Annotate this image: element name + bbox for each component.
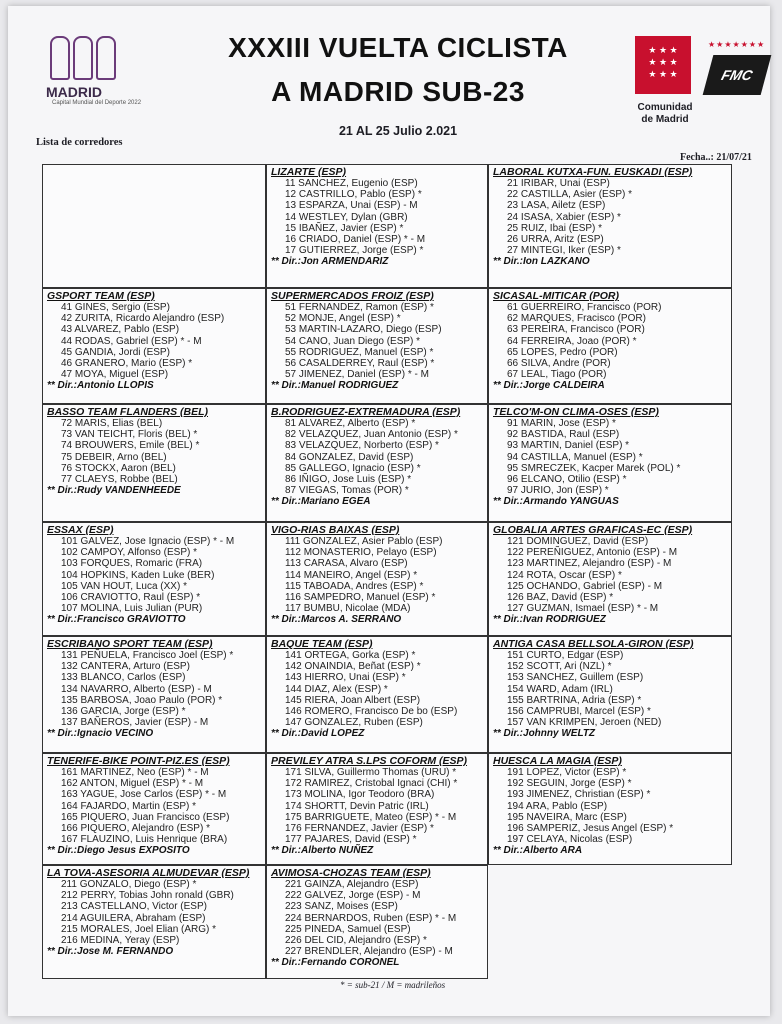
rider-entry: 61 GUERREIRO, Francisco (POR) [507,302,662,313]
rider-entry: 22 CASTILLA, Asier (ESP) * [507,189,633,201]
rider-entry: 173 MOLINA, Igor Teodoro (BRA) [285,789,435,801]
rider-entry: 221 GAINZA, Alejandro (ESP) [285,879,419,890]
rider-entry: 123 MARTINEZ, Alejandro (ESP) - M [507,558,672,570]
team-box [42,753,266,865]
rider-entry: 76 STOCKX, Aaron (BEL) [61,462,176,474]
rider-entry: 86 IÑIGO, Jose Luis (ESP) * [285,474,412,486]
rider-entry: 197 CELAYA, Nicolas (ESP) [507,834,633,846]
rider-entry: 114 MANEIRO, Angel (ESP) * [285,569,418,581]
rider-entry: 125 OCHANDO, Gabriel (ESP) - M [507,580,663,592]
rider-entry: 96 ELCANO, Otilio (ESP) * [507,474,627,486]
madrid-logo [42,36,152,126]
rider-entry: 137 BAÑEROS, Javier (ESP) - M [61,717,209,729]
team-box [266,753,488,865]
team-name: LA TOVA-ASESORIA ALMUDEVAR (ESP) [47,867,250,879]
team-director: ** Dir.:Jorge CALDEIRA [493,380,605,392]
rider-entry: 144 DIAZ, Alex (ESP) * [285,683,388,695]
team-director: ** Dir.:David LOPEZ [271,728,365,740]
rider-entry: 102 CAMPOY, Alfonso (ESP) * [61,547,197,559]
rider-entry: 81 ALVAREZ, Alberto (ESP) * [285,418,416,429]
rider-entry: 121 DOMINGUEZ, David (ESP) [507,536,649,547]
stars-flag-icon: ★ ★ ★ ★ ★ ★ ★ ★ ★ [635,36,691,94]
rider-entry: 17 GUTIERREZ, Jorge (ESP) * [285,245,424,257]
rider-entry: 44 RODAS, Gabriel (ESP) * - M [61,335,202,347]
rider-entry: 75 DEBEIR, Arno (BEL) [61,451,167,463]
comunidad-madrid-logo [625,36,705,136]
rider-entry: 12 CASTRILLO, Pablo (ESP) * [285,189,422,201]
rider-entry: 92 BASTIDA, Raul (ESP) [507,429,620,441]
rider-entry: 95 SMRECZEK, Kacper Marek (POL) * [507,462,681,474]
team-box [266,865,488,979]
team-name: GSPORT TEAM (ESP) [47,290,155,302]
rider-entry: 165 PIQUERO, Juan Francisco (ESP) [61,811,230,823]
figure-icon [50,36,70,80]
rider-entry: 212 PERRY, Tobias John ronald (GBR) [61,890,234,902]
team-box [488,164,732,288]
rider-entry: 77 CLAEYS, Robbe (BEL) [61,474,178,486]
rider-entry: 222 GALVEZ, Jorge (ESP) - M [285,890,421,902]
rider-entry: 143 HIERRO, Unai (ESP) * [285,672,406,684]
fmc-logo-text: FMC [703,55,772,95]
team-director: ** Dir.:Mariano EGEA [271,496,371,508]
team-box [42,522,266,636]
rider-entry: 53 MARTIN-LAZARO, Diego (ESP) [285,324,442,336]
cm-logo-line1: Comunidad [637,102,693,113]
rider-entry: 42 ZURITA, Ricardo Alejandro (ESP) [61,313,225,325]
team-director: ** Dir.:Armando YANGUAS [493,496,619,508]
rider-entry: 133 BLANCO, Carlos (ESP) [61,672,186,684]
team-director: ** Dir.:Diego Jesus EXPOSITO [47,845,190,857]
stars-icon: ★★★★★★★ [708,40,766,49]
rider-entry: 72 MARIS, Elias (BEL) [61,418,163,429]
team-director: ** Dir.:Ignacio VECINO [47,728,154,740]
rider-entry: 154 WARD, Adam (IRL) [507,683,613,695]
rider-entry: 74 BROUWERS, Emile (BEL) * [61,440,200,452]
team-name: VIGO-RIAS BAIXAS (ESP) [271,524,400,536]
rider-entry: 174 SHORTT, Devin Patric (IRL) [285,800,429,812]
rider-entry: 103 FORQUES, Romaric (FRA) [61,558,203,570]
team-name: BASSO TEAM FLANDERS (BEL) [47,406,208,418]
rider-entry: 224 BERNARDOS, Ruben (ESP) * - M [285,912,457,924]
team-director: ** Dir.:Johnny WELTZ [493,728,596,740]
figure-icon [96,36,116,80]
rider-entry: 215 MORALES, Joel Elian (ARG) * [61,923,217,935]
team-box [42,404,266,522]
team-name: SUPERMERCADOS FROIZ (ESP) [271,290,434,302]
rider-entry: 192 SEGUIN, Jorge (ESP) * [507,778,632,790]
rider-entry: 145 RIERA, Joan Albert (ESP) [285,694,421,706]
team-name: ESSAX (ESP) [47,524,114,536]
title-line-2: A MADRID SUB-23 [271,76,525,107]
team-grid [42,164,732,979]
team-box [488,636,732,753]
rider-entry: 115 TABOADA, Andres (ESP) * [285,580,424,592]
rider-entry: 225 PINEDA, Samuel (ESP) [285,923,411,935]
rider-entry: 93 MARTIN, Daniel (ESP) * [507,440,630,452]
team-box [488,753,732,865]
rider-entry: 142 ONAINDIA, Beñat (ESP) * [285,661,421,673]
rider-entry: 45 GANDIA, Jordi (ESP) [61,346,170,358]
team-director: ** Dir.:Alberto NUÑEZ [271,845,374,857]
rider-entry: 141 ORTEGA, Gorka (ESP) * [285,650,416,661]
team-name: HUESCA LA MAGIA (ESP) [493,755,622,767]
team-name: B.RODRIGUEZ-EXTREMADURA (ESP) [271,406,461,418]
figure-icon [73,36,93,80]
team-director: ** Dir.:Antonio LLOPIS [47,380,154,392]
team-name: GLOBALIA ARTES GRAFICAS-EC (ESP) [493,524,693,536]
team-director: ** Dir.:Francisco GRAVIOTTO [47,614,186,626]
team-director: ** Dir.:Ion LAZKANO [493,256,590,268]
rider-entry: 51 FERNANDEZ, Ramon (ESP) * [285,302,434,313]
cm-logo-line2: de Madrid [641,114,689,125]
rider-entry: 46 GRANERO, Mario (ESP) * [61,358,193,370]
rider-entry: 213 CASTELLANO, Victor (ESP) [61,901,207,913]
rider-entry: 151 CURTO, Edgar (ESP) [507,650,624,661]
rider-entry: 147 GONZALEZ, Ruben (ESP) [285,717,423,729]
rider-entry: 67 LEAL, Tiago (POR) [507,369,607,381]
rider-entry: 83 VELAZQUEZ, Norberto (ESP) * [285,440,439,452]
rider-entry: 131 PEÑUELA, Francisco Joel (ESP) * [61,650,234,661]
rider-entry: 57 JIMENEZ, Daniel (ESP) * - M [285,369,429,381]
rider-entry: 87 VIEGAS, Tomas (POR) * [285,485,409,497]
rider-entry: 63 PEREIRA, Francisco (POR) [507,324,645,336]
footnote: * = sub-21 / M = madrileños [340,980,446,990]
rider-entry: 127 GUZMAN, Ismael (ESP) * - M [507,603,659,615]
team-box [266,288,488,404]
rider-entry: 124 ROTA, Oscar (ESP) * [507,569,622,581]
rider-entry: 16 CRIADO, Daniel (ESP) * - M [285,234,426,246]
rider-entry: 25 RUIZ, Ibai (ESP) * [507,222,603,234]
rider-entry: 146 ROMERO, Francisco De bo (ESP) [285,706,458,718]
rider-entry: 162 ANTON, Miguel (ESP) * - M [61,778,204,790]
rider-entry: 101 GALVEZ, Jose Ignacio (ESP) * - M [61,536,235,547]
rider-entry: 55 RODRIGUEZ, Manuel (ESP) * [285,346,434,358]
team-director: ** Dir.:Ivan RODRIGUEZ [493,614,606,626]
rider-entry: 56 CASALDERREY, Raul (ESP) * [285,358,435,370]
rider-entry: 122 PEREÑIGUEZ, Antonio (ESP) - M [507,547,678,559]
rider-entry: 85 GALLEGO, Ignacio (ESP) * [285,462,421,474]
team-director: ** Dir.:Fernando CORONEL [271,957,400,969]
rider-entry: 126 BAZ, David (ESP) * [507,592,614,604]
rider-entry: 13 ESPARZA, Unai (ESP) - M [285,200,418,212]
team-box [266,522,488,636]
rider-entry: 111 GONZALEZ, Asier Pablo (ESP) [285,536,443,547]
team-box [42,164,266,288]
list-label: Lista de corredores [36,137,123,148]
team-name: TELCO'M-ON CLIMA-OSES (ESP) [493,406,659,418]
team-name: BAQUE TEAM (ESP) [271,638,373,650]
rider-entry: 195 NAVEIRA, Marc (ESP) [507,811,627,823]
team-box [488,288,732,404]
rider-entry: 116 SAMPEDRO, Manuel (ESP) * [285,592,436,604]
rider-entry: 167 FLAUZINO, Luis Henrique (BRA) [61,834,228,846]
team-box [266,404,488,522]
team-box [42,636,266,753]
rider-entry: 24 ISASA, Xabier (ESP) * [507,211,621,223]
fmc-logo [708,40,778,130]
team-director: ** Dir.:Jon ARMENDARIZ [271,256,389,268]
rider-entry: 14 WESTLEY, Dylan (GBR) [285,211,408,223]
rider-entry: 27 MINTEGI, Iker (ESP) * [507,245,621,257]
rider-entry: 91 MARIN, Jose (ESP) * [507,418,616,429]
madrid-logo-subtext: Capital Mundial del Deporte 2022 [52,100,142,106]
team-name: SICASAL-MITICAR (POR) [493,290,619,302]
team-name: ANTIGA CASA BELLSOLA-GIRON (ESP) [493,638,694,650]
rider-entry: 161 MARTINEZ, Neo (ESP) * - M [61,767,209,778]
rider-entry: 11 SANCHEZ, Eugenio (ESP) [285,178,418,189]
rider-entry: 163 YAGUE, Jose Carlos (ESP) * - M [61,789,227,801]
rider-entry: 214 AGUILERA, Abraham (ESP) [61,912,206,924]
rider-entry: 113 CARASA, Alvaro (ESP) [285,558,408,570]
rider-entry: 196 SAMPERIZ, Jesus Angel (ESP) * [507,823,674,835]
team-name: LIZARTE (ESP) [271,166,347,178]
title-line-1: XXXIII VUELTA CICLISTA [228,32,568,63]
rider-entry: 155 BARTRINA, Adria (ESP) * [507,694,642,706]
team-name: LABORAL KUTXA-FUN. EUSKADI (ESP) [493,166,693,178]
rider-entry: 64 FERREIRA, Joao (POR) * [507,335,637,347]
rider-entry: 104 HOPKINS, Kaden Luke (BER) [61,569,215,581]
team-box [42,865,266,979]
rider-entry: 177 PAJARES, David (ESP) * [285,834,417,846]
rider-entry: 65 LOPES, Pedro (POR) [507,346,618,358]
list-date: Fecha..: 21/07/21 [680,152,752,163]
rider-entry: 84 GONZALEZ, David (ESP) [285,451,414,463]
rider-entry: 47 MOYA, Miguel (ESP) [61,369,169,381]
madrid-logo-text: MADRID [46,84,102,100]
rider-entry: 172 RAMIREZ, Cristobal Ignaci (CHI) * [285,778,458,790]
team-director: ** Dir.:Rudy VANDENHEEDE [47,485,181,497]
rider-entry: 41 GINES, Sergio (ESP) [61,302,170,313]
team-name: TENERIFE-BIKE POINT-PIZ.ES (ESP) [47,755,230,767]
rider-entry: 97 JURIO, Jon (ESP) * [507,485,609,497]
rider-entry: 135 BARBOSA, Joao Paulo (POR) * [61,694,223,706]
rider-entry: 82 VELAZQUEZ, Juan Antonio (ESP) * [285,429,458,441]
race-dates: 21 AL 25 Julio 2.021 [338,124,458,138]
team-director: ** Dir.:Marcos A. SERRANO [271,614,402,626]
rider-entry: 191 LOPEZ, Victor (ESP) * [507,767,627,778]
rider-entry: 73 VAN TEICHT, Floris (BEL) * [61,429,198,441]
team-name: ESCRIBANO SPORT TEAM (ESP) [47,638,213,650]
rider-entry: 153 SANCHEZ, Guillem (ESP) [507,672,644,684]
rider-entry: 211 GONZALO, Diego (ESP) * [61,879,197,890]
rider-entry: 175 BARRIGUETE, Mateo (ESP) * - M [285,811,457,823]
rider-entry: 157 VAN KRIMPEN, Jeroen (NED) [507,717,662,729]
rider-entry: 15 IBAÑEZ, Javier (ESP) * [285,222,404,234]
rider-entry: 226 DEL CID, Alejandro (ESP) * [285,935,427,947]
team-director: ** Dir.:Alberto ARA [493,845,583,857]
rider-entry: 112 MONASTERIO, Pelayo (ESP) [285,547,437,559]
team-box [42,288,266,404]
team-name: PREVILEY ATRA S.LPS COFORM (ESP) [271,755,468,767]
rider-entry: 21 IRIBAR, Unai (ESP) [507,178,610,189]
rider-entry: 117 BUMBU, Nicolae (MDA) [285,603,411,615]
team-box [488,404,732,522]
rider-entry: 166 PIQUERO, Alejandro (ESP) * [61,823,210,835]
rider-entry: 152 SCOTT, Ari (NZL) * [507,661,612,673]
rider-entry: 223 SANZ, Moises (ESP) [285,901,398,913]
rider-entry: 193 JIMENEZ, Christian (ESP) * [507,789,651,801]
team-name: AVIMOSA-CHOZAS TEAM (ESP) [271,867,431,879]
rider-entry: 105 VAN HOUT, Luca (XX) * [61,580,187,592]
team-box [488,522,732,636]
rider-entry: 216 MEDINA, Yeray (ESP) [61,935,180,947]
rider-entry: 62 MARQUES, Fracisco (POR) [507,313,646,325]
rider-entry: 194 ARA, Pablo (ESP) [507,800,608,812]
team-box [266,164,488,288]
rider-entry: 107 MOLINA, Luis Julian (PUR) [61,603,203,615]
rider-entry: 227 BRENDLER, Alejandro (ESP) - M [285,946,453,958]
rider-entry: 94 CASTILLA, Manuel (ESP) * [507,451,643,463]
rider-entry: 43 ALVAREZ, Pablo (ESP) [61,324,180,336]
rider-entry: 171 SILVA, Guillermo Thomas (URU) * [285,767,457,778]
rider-entry: 66 SILVA, Andre (POR) [507,358,611,370]
rider-entry: 106 CRAVIOTTO, Raul (ESP) * [61,592,201,604]
rider-entry: 23 LASA, Ailetz (ESP) [507,200,606,212]
team-box [266,636,488,753]
rider-entry: 176 FERNANDEZ, Javier (ESP) * [285,823,434,835]
rider-entry: 52 MONJE, Angel (ESP) * [285,313,401,325]
rider-entry: 164 FAJARDO, Martin (ESP) * [61,800,197,812]
rider-entry: 54 CANO, Juan Diego (ESP) * [285,335,421,347]
rider-entry: 136 GARCIA, Jorge (ESP) * [61,706,186,718]
rider-entry: 26 URRA, Aritz (ESP) [507,234,604,246]
rider-entry: 132 CANTERA, Arturo (ESP) [61,661,190,673]
team-director: ** Dir.:Jose M. FERNANDO [47,946,174,958]
rider-entry: 156 CAMPRUBI, Marcel (ESP) * [507,706,651,718]
rider-entry: 134 NAVARRO, Alberto (ESP) - M [61,683,212,695]
team-director: ** Dir.:Manuel RODRIGUEZ [271,380,399,392]
